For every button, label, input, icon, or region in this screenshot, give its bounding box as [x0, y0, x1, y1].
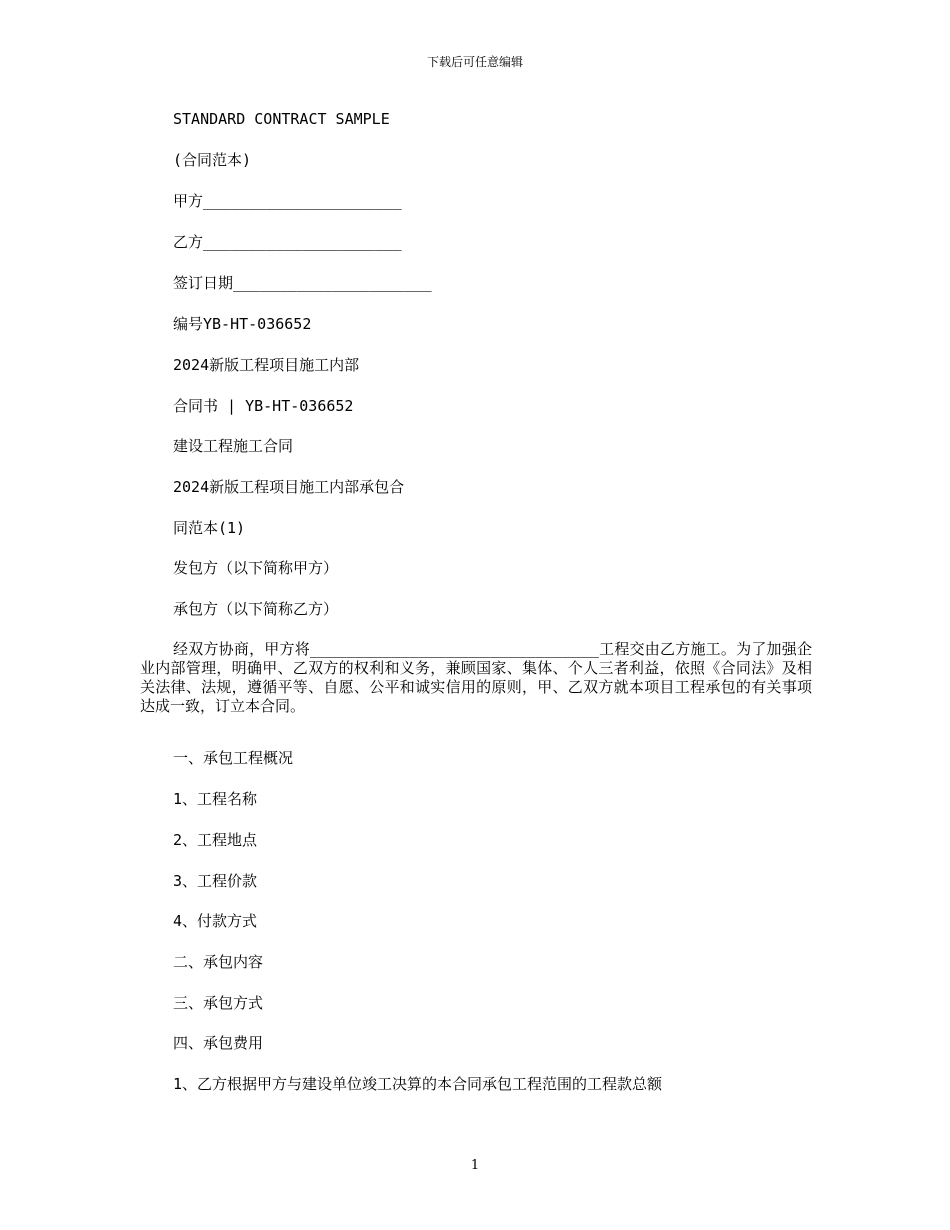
party-b-line: 乙方______________________ — [173, 233, 402, 251]
section-2-heading: 二、承包内容 — [173, 953, 264, 971]
intro-paragraph — [140, 640, 812, 716]
item-project-price: 3、工程价款 — [173, 872, 258, 890]
subtitle-2024-b: 2024新版工程项目施工内部承包合 — [173, 478, 405, 496]
project-name-blank: ________________________________ — [309, 640, 599, 658]
title-chinese: (合同范本) — [173, 151, 252, 169]
intro-rest: 工程交由乙方施工。为了加强企业内部管理，明确甲、乙双方的权利和义务，兼顾国家、集体、个人三者利益，依照《合同法》及相关法律、法规，遵循平等、自愿、公平和诚实信用的原则，甲、乙双方就本项目工程承包的有关事项达成一致，订立本合同。 — [140, 640, 812, 715]
item-payment-method: 4、付款方式 — [173, 912, 258, 930]
contract-book-line: 合同书 | YB-HT-036652 — [173, 397, 354, 415]
sign-date-line: 签订日期______________________ — [173, 274, 432, 292]
employer-line: 发包方（以下简称甲方） — [173, 559, 339, 577]
contractor-line: 承包方（以下简称乙方） — [173, 600, 339, 618]
section-3-heading: 三、承包方式 — [173, 994, 264, 1012]
sample-number-line: 同范本(1) — [173, 519, 246, 537]
item-project-name: 1、工程名称 — [173, 790, 258, 808]
title-english: STANDARD CONTRACT SAMPLE — [173, 110, 390, 128]
page-number: 1 — [470, 1158, 480, 1173]
construction-contract-title: 建设工程施工合同 — [173, 437, 294, 455]
intro-lead: 经双方协商，甲方将 — [173, 640, 310, 658]
party-a-line: 甲方______________________ — [173, 192, 402, 210]
fee-item-1: 1、乙方根据甲方与建设单位竣工决算的本合同承包工程范围的工程款总额 — [173, 1075, 663, 1093]
section-1-heading: 一、承包工程概况 — [173, 749, 294, 767]
page-header: 下载后可任意编辑 — [426, 55, 523, 69]
subtitle-2024-a: 2024新版工程项目施工内部 — [173, 356, 360, 374]
contract-number: 编号YB-HT-036652 — [173, 315, 312, 333]
item-project-location: 2、工程地点 — [173, 831, 258, 849]
section-4-heading: 四、承包费用 — [173, 1034, 264, 1052]
